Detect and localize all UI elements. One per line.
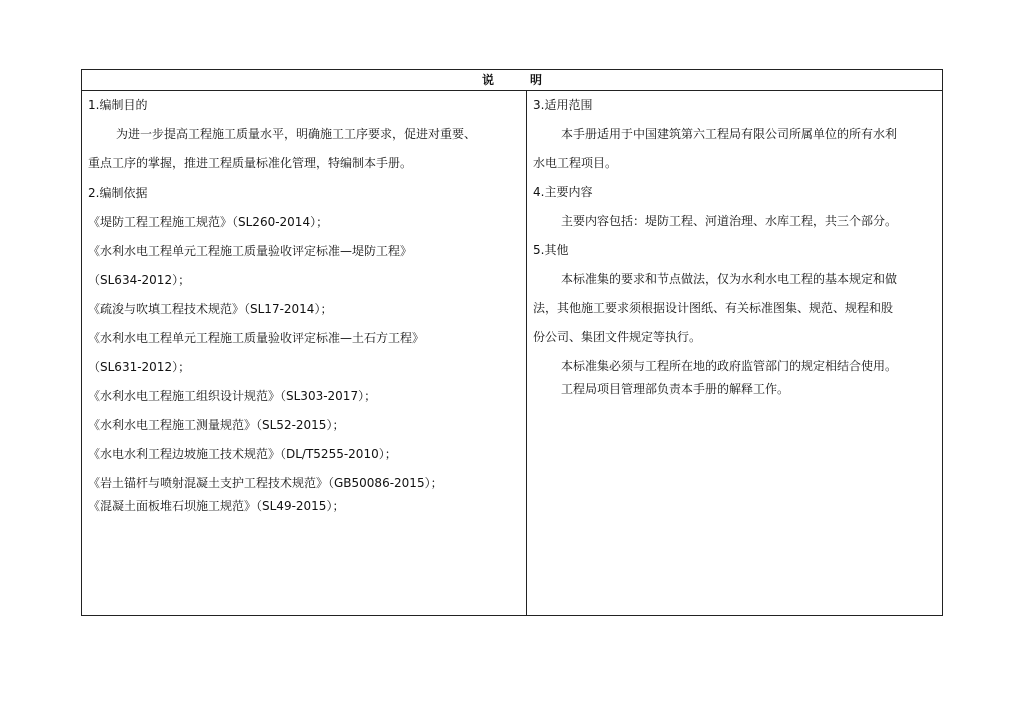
paragraph-line: 重点工序的掌握，推进工程质量标准化管理，特编制本手册。: [88, 156, 413, 170]
reference-item: 《岩土锚杆与喷射混凝土支护工程技术规范》（GB50086-2015）；: [88, 476, 443, 490]
paragraph-line: 本标准集必须与工程所在地的政府监管部门的规定相结合使用。: [561, 359, 898, 373]
section-heading: 4.主要内容: [533, 185, 593, 199]
reference-item: 《水利水电工程单元工程施工质量验收评定标准—堤防工程》: [88, 244, 413, 258]
section-heading: 1.编制目的: [88, 98, 148, 112]
column-divider: [526, 91, 527, 616]
reference-item: 《混凝土面板堆石坝施工规范》（SL49-2015）；: [88, 499, 345, 513]
reference-item: 《水利水电工程施工组织设计规范》（SL303-2017）；: [88, 389, 377, 403]
reference-item: （SL634-2012）；: [88, 273, 191, 287]
table-title: [82, 70, 942, 91]
paragraph-line: 法，其他施工要求须根据设计图纸、有关标准图集、规范、规程和股: [533, 301, 894, 315]
reference-item: （SL631-2012）；: [88, 360, 191, 374]
section-heading: 3.适用范围: [533, 98, 593, 112]
paragraph-line: 本标准集的要求和节点做法，仅为水利水电工程的基本规定和做: [561, 272, 898, 286]
paragraph-line: 本手册适用于中国建筑第六工程局有限公司所属单位的所有水利: [561, 127, 898, 141]
reference-item: 《水电水利工程边坡施工技术规范》（DL/T5255-2010）；: [88, 447, 397, 461]
paragraph-line: 水电工程项目。: [533, 156, 618, 170]
paragraph-line: 份公司、集团文件规定等执行。: [533, 330, 702, 344]
table-title-text: 说 明: [481, 73, 543, 87]
instructions-table: [81, 69, 943, 616]
paragraph-line: 主要内容包括：堤防工程、河道治理、水库工程，共三个部分。: [561, 214, 898, 228]
section-heading: 2.编制依据: [88, 186, 148, 200]
paragraph-line: 工程局项目管理部负责本手册的解释工作。: [561, 382, 790, 396]
reference-item: 《疏浚与吹填工程技术规范》（SL17-2014）；: [88, 302, 333, 316]
reference-item: 《水利水电工程单元工程施工质量验收评定标准—土石方工程》: [88, 331, 425, 345]
paragraph-line: 为进一步提高工程施工质量水平，明确施工工序要求，促进对重要、: [116, 127, 477, 141]
reference-item: 《水利水电工程施工测量规范》（SL52-2015）；: [88, 418, 345, 432]
reference-item: 《堤防工程工程施工规范》（SL260-2014）；: [88, 215, 329, 229]
section-heading: 5.其他: [533, 243, 569, 257]
